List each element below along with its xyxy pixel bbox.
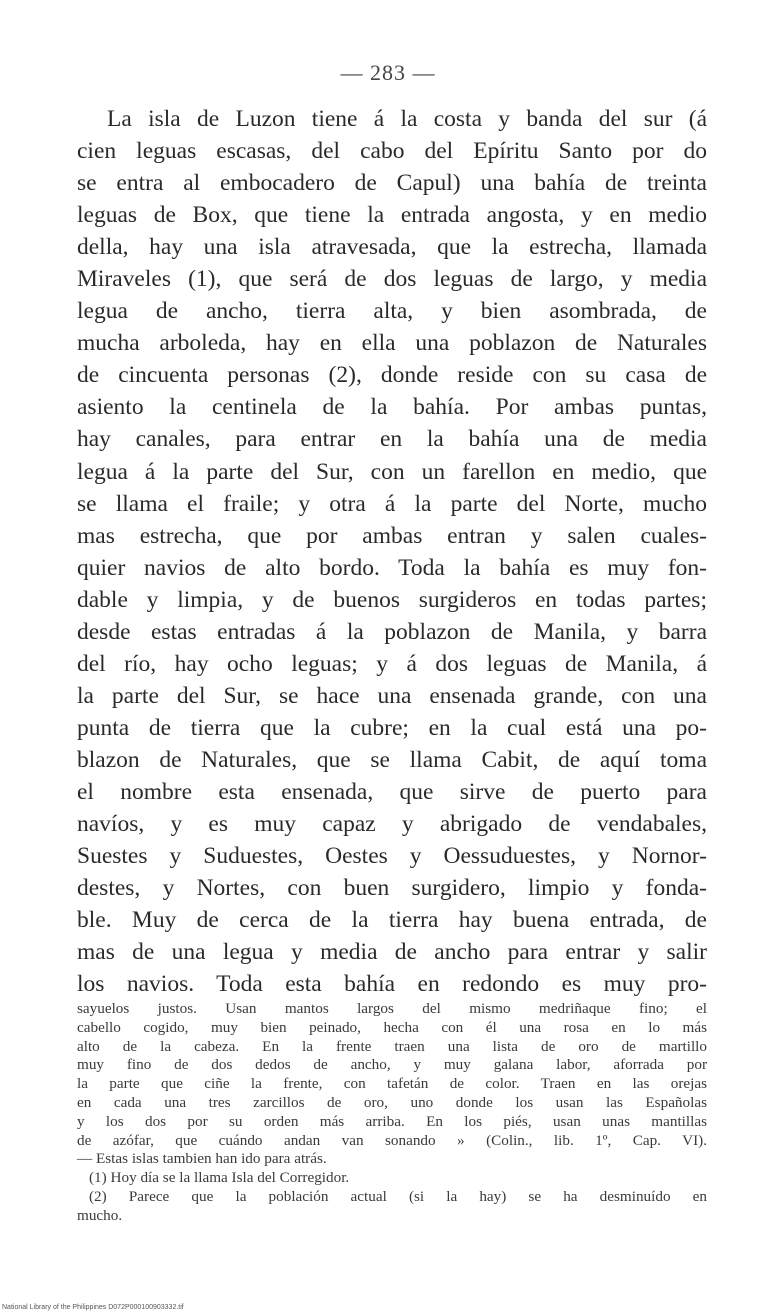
main-text-line: ble. Muy de cerca de la tierra hay buena entrada, de xyxy=(77,907,707,934)
main-text-line: Suestes y Suduestes, Oestes y Oessuduestes, y Nornor- xyxy=(77,843,707,870)
main-text-line: destes, y Nortes, con buen surgidero, limpio y fonda- xyxy=(77,875,707,902)
main-text-line: del río, hay ocho leguas; y á dos leguas de Manila, á xyxy=(77,650,707,677)
page-number: — 283 — xyxy=(340,60,436,85)
footnote-line: alto de la cabeza. En la frente traen una lista de oro de martillo xyxy=(77,1037,707,1055)
main-text-line: hay canales, para entrar en la bahía una de media xyxy=(77,426,707,453)
main-text-line: leguas de Box, que tiene la entrada angosta, y en medio xyxy=(77,202,707,229)
main-text-line: punta de tierra que la cubre; en la cual está una po- xyxy=(77,714,707,741)
footnote-line: y los dos por su orden más arriba. En los piés, usan unas mantillas xyxy=(77,1112,707,1130)
footnote-line: muy fino de dos dedos de ancho, y muy galana labor, aforrada por xyxy=(77,1056,707,1074)
footnote-line: cabello cogido, muy bien peinado, hecha con él una rosa en lo más xyxy=(77,1018,707,1036)
footnote-line: mucho. xyxy=(77,1206,123,1224)
main-text-line: navíos, y es muy capaz y abrigado de vendabales, xyxy=(77,811,707,838)
main-text-line: de cincuenta personas (2), donde reside con su casa de xyxy=(77,362,707,389)
main-text-line: desde estas entradas á la poblazon de Manila, y barra xyxy=(77,618,707,645)
footnote-line: la parte que ciñe la frente, con tafetán de color. Traen en las orejas xyxy=(77,1075,707,1093)
main-text-line: La isla de Luzon tiene á la costa y banda del sur (á xyxy=(107,106,707,132)
footnote-1: (1) Hoy día se la llama Isla del Corregidor. xyxy=(89,1169,350,1187)
main-text-line: asiento la centinela de la bahía. Por ambas puntas, xyxy=(77,394,707,421)
main-text-line: mucha arboleda, hay en ella una poblazon de Naturales xyxy=(77,330,707,357)
main-text-line: legua de ancho, tierra alta, y bien asombrada, de xyxy=(77,298,707,325)
main-text-body xyxy=(77,103,707,1000)
main-text-line: el nombre esta ensenada, que sirve de puerto para xyxy=(77,778,707,805)
footnotes xyxy=(77,1000,707,1226)
main-text-line: la parte del Sur, se hace una ensenada grande, con una xyxy=(77,682,707,709)
footnote-line: sayuelos justos. Usan mantos largos del mismo medriñaque fino; el xyxy=(77,1000,707,1017)
main-text-line: cien leguas escasas, del cabo del Epíritu Santo por do xyxy=(77,138,707,165)
main-text-line: della, hay una isla atravesada, que la estrecha, llamada xyxy=(77,234,707,261)
footnote-line: — Estas islas tambien han ido para atrás. xyxy=(77,1150,327,1168)
archive-source-label: National Library of the Philippines D072P000100903332.tif xyxy=(2,1304,184,1311)
footnote-2: (2) Parece que la población actual (si la hay) se ha desminuído en xyxy=(89,1187,707,1205)
main-text-line: Miraveles (1), que será de dos leguas de largo, y media xyxy=(77,266,707,293)
footnote-line: de azófar, que cuándo andan van sonando » (Colin., lib. 1º, Cap. VI). xyxy=(77,1131,707,1149)
main-text-line: se llama el fraile; y otra á la parte del Norte, mucho xyxy=(77,490,707,517)
main-text-line: dable y limpia, y de buenos surgideros en todas partes; xyxy=(77,586,707,613)
main-text-line: mas estrecha, que por ambas entran y salen cuales- xyxy=(77,522,707,549)
main-text-line: los navios. Toda esta bahía en redondo es muy pro- xyxy=(77,971,707,998)
footnote-line: en cada una tres zarcillos de oro, uno donde los usan las Españolas xyxy=(77,1093,707,1111)
main-text-line: legua á la parte del Sur, con un farellon en medio, que xyxy=(77,458,707,485)
main-text-line: se entra al embocadero de Capul) una bahía de treinta xyxy=(77,170,707,197)
main-text-line: quier navios de alto bordo. Toda la bahía es muy fon- xyxy=(77,554,707,581)
main-text-line: blazon de Naturales, que se llama Cabit, de aquí toma xyxy=(77,746,707,773)
main-text-line: mas de una legua y media de ancho para entrar y salir xyxy=(77,939,707,966)
